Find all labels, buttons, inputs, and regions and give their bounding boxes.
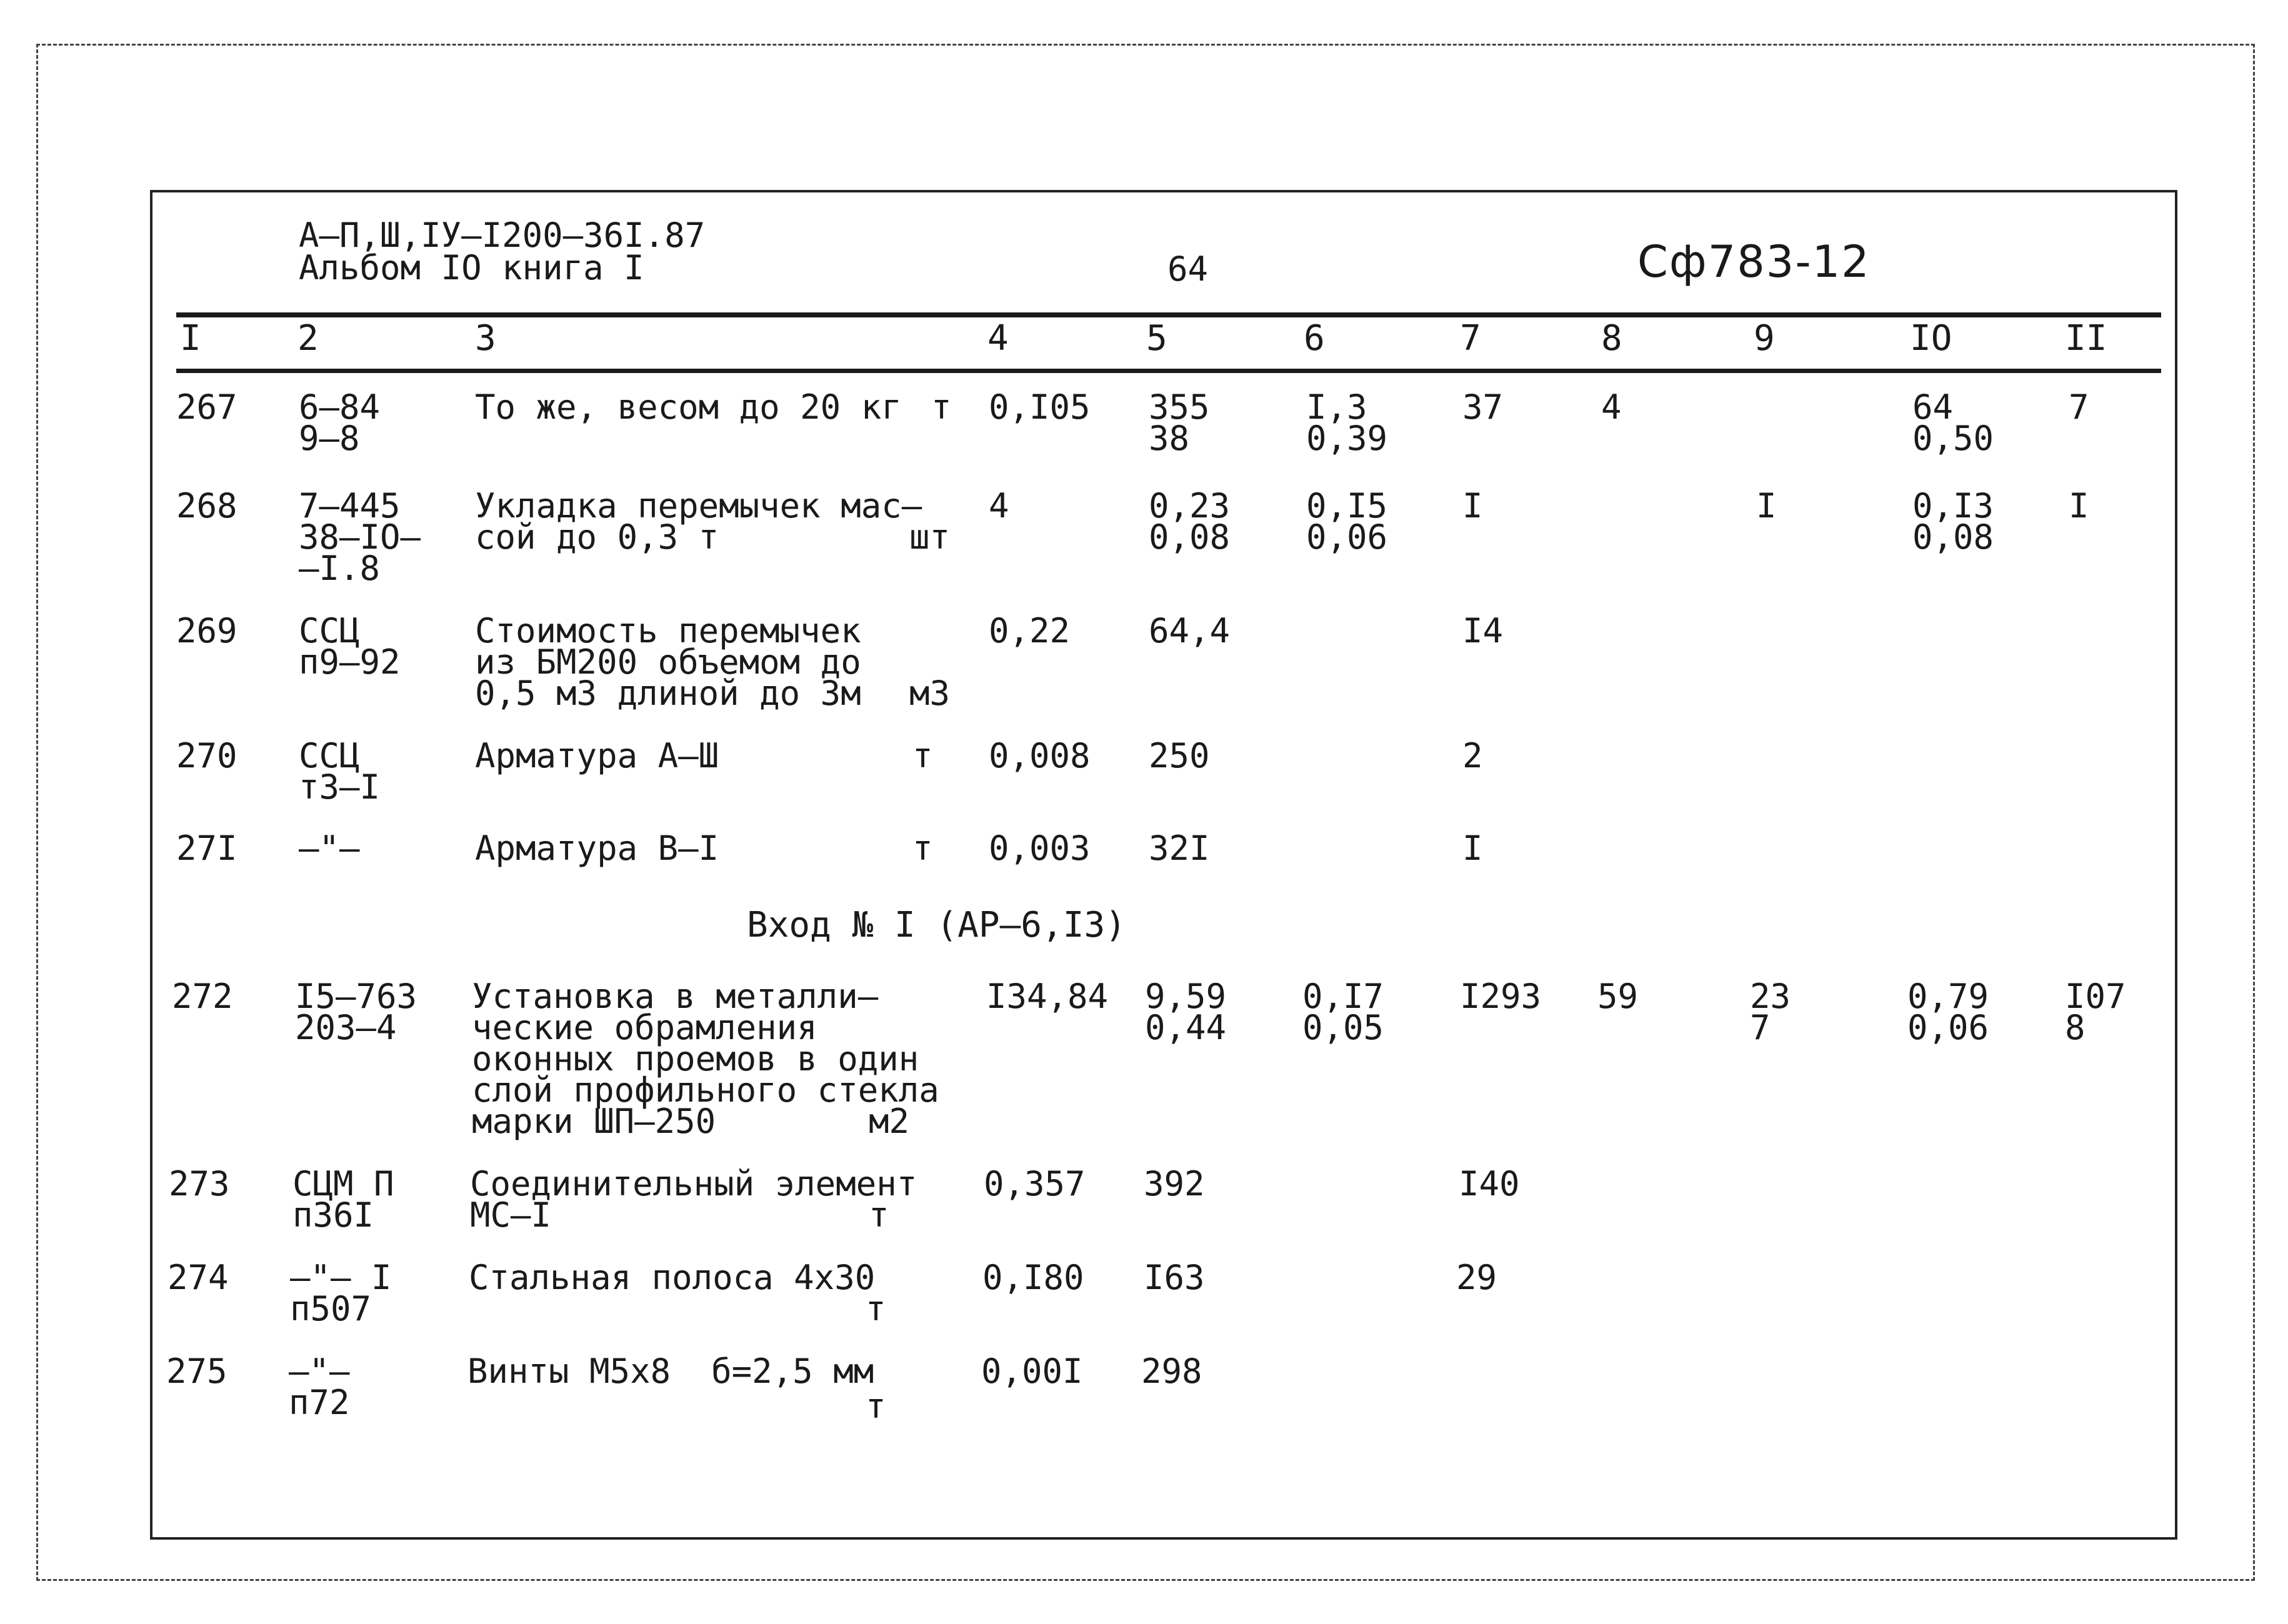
price-code: СЦМ П п36I bbox=[292, 1164, 394, 1235]
price-code: ССЦ п9–92 bbox=[299, 611, 401, 682]
price-code: –"– п72 bbox=[289, 1352, 350, 1422]
column-header: 9 bbox=[1754, 318, 1775, 359]
col-5-value: 0,23 0,08 bbox=[1149, 486, 1231, 557]
col-11-value: 7 bbox=[2069, 387, 2089, 427]
row-number: 267 bbox=[176, 387, 237, 427]
col-10-value: 0,79 0,06 bbox=[1907, 977, 1989, 1047]
album-reference: Альбом IO книга I bbox=[299, 248, 644, 287]
unit: т bbox=[866, 1387, 886, 1426]
column-header: 8 bbox=[1601, 318, 1622, 359]
col-7-value: I bbox=[1462, 829, 1483, 868]
quantity: 0,22 bbox=[989, 611, 1071, 650]
unit: т bbox=[912, 829, 933, 868]
col-5-value: 392 bbox=[1144, 1164, 1205, 1203]
quantity: 0,003 bbox=[989, 829, 1091, 868]
header-bottom-rule bbox=[176, 369, 2161, 373]
col-6-value: 0,I5 0,06 bbox=[1306, 486, 1388, 557]
column-header: 6 bbox=[1304, 318, 1325, 359]
col-10-value: 0,I3 0,08 bbox=[1912, 486, 1994, 557]
row-number: 270 bbox=[176, 736, 237, 775]
row-number: 274 bbox=[167, 1258, 229, 1297]
col-6-value: I,3 0,39 bbox=[1306, 387, 1388, 458]
unit: м2 bbox=[869, 1102, 910, 1141]
price-code: –"– bbox=[299, 829, 360, 868]
col-7-value: I293 bbox=[1460, 977, 1542, 1016]
column-header: II bbox=[2065, 318, 2107, 359]
unit: т bbox=[912, 736, 933, 775]
col-11-value: I bbox=[2069, 486, 2089, 526]
column-header: 4 bbox=[987, 318, 1009, 359]
quantity: 0,00I bbox=[981, 1352, 1083, 1391]
unit: т bbox=[931, 387, 952, 427]
work-name: Арматура В–I bbox=[475, 829, 719, 868]
col-5-value: 64,4 bbox=[1149, 611, 1231, 650]
work-name: Арматура А–Ш bbox=[475, 736, 719, 775]
col-7-value: 29 bbox=[1456, 1258, 1497, 1297]
column-header: I bbox=[180, 318, 201, 359]
col-11-value: I07 8 bbox=[2065, 977, 2126, 1047]
work-name: Установка в металли— ческие обрамления оконных проемов в один слой профильного стекла марки ШП–250 bbox=[472, 977, 939, 1141]
work-name: Соединительный элемент МС–I bbox=[470, 1164, 917, 1235]
column-header: IO bbox=[1910, 318, 1952, 359]
col-5-value: 355 38 bbox=[1149, 387, 1210, 458]
price-code: ССЦ т3–I bbox=[299, 736, 381, 807]
price-code: I5–763 203–4 bbox=[295, 977, 417, 1047]
col-9-value: I bbox=[1756, 486, 1777, 526]
work-name: Винты М5х8 б=2,5 мм bbox=[467, 1352, 874, 1391]
column-header: 5 bbox=[1146, 318, 1167, 359]
row-number: 275 bbox=[166, 1352, 227, 1391]
quantity: 0,I05 bbox=[989, 387, 1091, 427]
section-heading: Вход № I (АР–6,I3) bbox=[747, 905, 1126, 945]
work-name: То же, весом до 20 кг bbox=[475, 387, 902, 427]
quantity: 0,I80 bbox=[982, 1258, 1084, 1297]
work-name: Укладка перемычек мас– сой до 0,3 т bbox=[475, 486, 922, 557]
price-code: 7–445 38–IO– –I.8 bbox=[299, 486, 421, 588]
work-name: Стоимость перемычек из БМ200 объемом до 0,5 м3 длиной до 3м bbox=[475, 611, 861, 713]
unit: т bbox=[866, 1289, 886, 1328]
column-header: 2 bbox=[297, 318, 319, 359]
col-7-value: I bbox=[1462, 486, 1483, 526]
unit: т bbox=[869, 1195, 889, 1235]
price-code: –"– I п507 bbox=[290, 1258, 392, 1328]
col-7-value: 37 bbox=[1462, 387, 1504, 427]
col-8-value: 59 bbox=[1597, 977, 1639, 1016]
unit: м3 bbox=[909, 674, 951, 713]
col-8-value: 4 bbox=[1601, 387, 1622, 427]
row-number: 27I bbox=[176, 829, 237, 868]
work-name: Стальная полоса 4х30 bbox=[469, 1258, 876, 1297]
document-reference: А–П,Ш,IУ–I200–36I.87 bbox=[299, 216, 706, 255]
quantity: I34,84 bbox=[986, 977, 1109, 1016]
col-5-value: 250 bbox=[1149, 736, 1210, 775]
quantity: 0,008 bbox=[989, 736, 1091, 775]
col-5-value: 9,59 0,44 bbox=[1145, 977, 1227, 1047]
quantity: 4 bbox=[989, 486, 1009, 526]
page-number: 64 bbox=[1167, 249, 1209, 289]
unit: шт bbox=[909, 517, 951, 557]
column-header: 3 bbox=[475, 318, 496, 359]
col-5-value: 298 bbox=[1141, 1352, 1202, 1391]
header-top-rule bbox=[176, 312, 2161, 317]
quantity: 0,357 bbox=[984, 1164, 1086, 1203]
col-10-value: 64 0,50 bbox=[1912, 387, 1994, 458]
document-code: Сф783-12 bbox=[1637, 236, 1871, 287]
col-6-value: 0,I7 0,05 bbox=[1302, 977, 1384, 1047]
row-number: 269 bbox=[176, 611, 237, 650]
row-number: 268 bbox=[176, 486, 237, 526]
col-7-value: I40 bbox=[1459, 1164, 1520, 1203]
column-header: 7 bbox=[1460, 318, 1481, 359]
col-5-value: I63 bbox=[1144, 1258, 1205, 1297]
col-5-value: 32I bbox=[1149, 829, 1210, 868]
col-7-value: I4 bbox=[1462, 611, 1504, 650]
col-7-value: 2 bbox=[1462, 736, 1483, 775]
row-number: 273 bbox=[169, 1164, 230, 1203]
col-9-value: 23 7 bbox=[1750, 977, 1791, 1047]
row-number: 272 bbox=[172, 977, 233, 1016]
price-code: 6–84 9–8 bbox=[299, 387, 381, 458]
